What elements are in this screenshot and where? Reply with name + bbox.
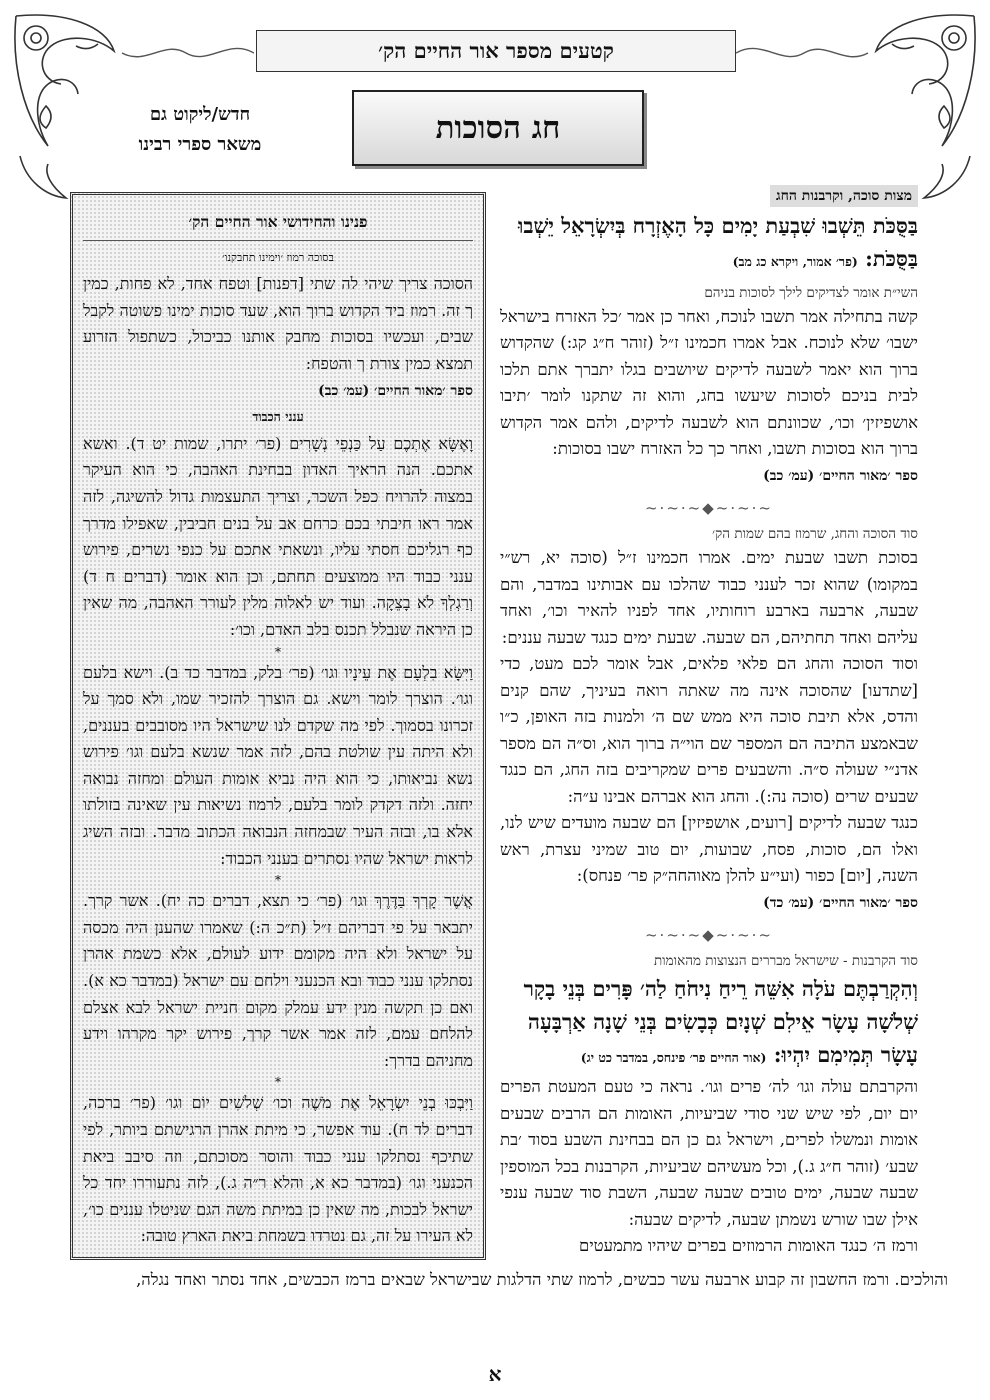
paragraph-4: כנגד שבעה לדיקים [רועים, אושפיזין] הם שבעה מועדים שיש לנו, ואלו הם, סוכות, פסח, שבועות, יום טוב שמיני עצרת, ראש השנה, [יום] כפור (ועי״ע להלן מאוהחה״ק פר׳ פנחס): [500, 813, 918, 885]
verse-1 [500, 209, 918, 278]
section-divider-1: ~·~·~◆~·~·~ [644, 499, 774, 517]
page-title [352, 90, 644, 166]
sidebar-box [70, 192, 486, 1260]
new-note-line2: משאר ספרי רבינו [138, 134, 262, 155]
topic-3: סוד הקרבנות - שישראל מבררים הנצוצות מהאומות [653, 953, 918, 969]
paragraph-1: קשה בתחילה אמר תשבו לנוכח, ואחר כן אמר ׳כל האזרח בישראל ישבו׳ שלא לנוכח. אבל אמרו חכמינו ז״ל (זוהר ח״ג קג:) שהקדוש ברוך הוא יאמר לשבעה לדיקים שיושבים בגלו יתברך אתם תלכו לבית בניכם לסוכות שיעשו בחג, והוא זה שתקנו לומר ׳תיבו אושפיזין׳ וכו׳, שכוונתם הוא לשבעה לדיקים, ולהם אמר הקדוש ברוך הוא בסוכות תשבו, ואחר כך כל האזרח ישבו בסוכות: [500, 306, 918, 458]
new-note-line1: חדש/ליקוט גם [149, 104, 251, 125]
subheading-1: בסוכה רמוז ׳וימינו תחבקנו׳ [222, 250, 334, 264]
header-banner [256, 30, 736, 72]
star-divider-3: * [275, 1075, 281, 1090]
page-title-text: חג הסוכות [435, 110, 561, 146]
topic-1: השי״ת אומר לצדיקים לילך לסוכות בניהם [704, 284, 918, 301]
sidebar-paragraph-4: אֲשֶׁר קָרְךָ בַּדֶּרֶךְ וגו׳ (פר׳ כי תצא, דברים כה יח). אשר קרך. יתבאר על פי דבריהם ז״ל (ת״כ ה:) שאמרו שהענן היה מכסה על ישראל ולא היה מקומם ידוע לעולם, אלא כשמת אהרן נסתלקו ענני כבוד ובא הכנעני וילחם עם ישראל (במדבר כא א). ואם כן תקשה מנין ידע עמלק מקום חניית ישראל לבא אצלם להלחם עמם, לזה אמר אשר קרך, פירוש יקר מקרהו וידע מחניהם בדרך: [83, 891, 473, 1070]
source-2: ספר ׳מאור החיים׳ (עמ׳ כד) [763, 894, 918, 911]
paragraph-3: וסוד הסוכה והחג הם פלאי פלאים, אבל אומר לכם מעט, כדי [שתדעו] שהסוכה אינה מה שאתה רואה בעיניך, שהם קנים והדס, אלא תיבת סוכה היא ממש שם ה׳ ולמנות בזה האופן, כ״ו שבאמצע התיבה הם המספר שם הוי״ה ברוך הוא, וס״ה הם מספר אדנ״י שעולה ס״ה. והשבעים פרים שמקריבים בזה החג, הם כנגד שבעים שרים (סוכה נה:). והחג הוא אברהם אבינו ע״ה: [500, 654, 918, 806]
sidebar-box-title: פנינו והחידושי אור החיים הק׳ [83, 203, 473, 241]
source-1: ספר ׳מאור החיים׳ (עמ׳ כב) [763, 467, 918, 484]
star-divider-2: * [275, 873, 281, 888]
paragraph-6: ורמז ה׳ כנגד האומות הרמוזים בפרים שיהיו מתמעטים [579, 1236, 918, 1255]
bottom-continuation: והולכים. ורמז החשבון זה קבוע ארבעה עשר כבשים, לרמוז שתי הדלגות שבישראל שבאים ברמז הכבשים, אחד נסתר ואחד נגלה, [136, 1270, 948, 1289]
verse-2-ref: (אור החיים פר׳ פינחס, במדבר כט יג) [580, 1050, 767, 1065]
section-label: מצות סוכה, וקרבנות החג [770, 185, 918, 207]
paragraph-2: בסוכת תשבו שבעת ימים. אמרו חכמינו ז״ל (סוכה יא, רש״י במקומו) שהוא זכר לענני כבוד שהלכו עם אבותינו במדבר, והם שבעה, ארבעה בארבע רוחותיו, אחד לפניו להאיר וכו׳, ואחד עליהם ואחד תחתיהם, הם שבעה. שבעת ימים כנגד שבעה עננים: [500, 548, 918, 647]
new-note [78, 100, 322, 160]
header-flourish-right [736, 36, 872, 70]
sidebar-paragraph-5: וַיִּבְכּוּ בְנֵי יִשְׂרָאֵל אֶת מֹשֶׁה וכו׳ שְׁלשִׁים יוֹם וגו׳ (פר׳ ברכה, דברים לד ח). עוד אפשר, כי מיתת אהרן הרגישתם ביותר, לפי שתיכף נסתלקו ענני כבוד והוסר מסוכתם, וזה סיבב ביאת הכנעני וגו׳ (במדבר כא א, והלא ר״ה ג.), לזה נתעוררו יחד כל ישראל לבכות, מה שאין כן במיתת משה הגם שניטלו עננים כו׳, לא העירו על זה, גם נטרדו בשמחת ביאת הארץ טובה: [83, 1093, 473, 1246]
paragraph-5: והקרבתם עולה וגו׳ לה׳ פרים וגו׳. נראה כי טעם המעטת הפרים יום יום, לפי שיש שני סודי שביעיות, האומות הם הרבים שבעים אומות ונמשלו לפרים, וישראל גם כן הם בבחינת השבע בסוד ׳בת שבע׳ (זוהר ח״ג ג.), וכל מעשיהם שביעיות, הקרבנות בכל המוספין שבעה שבעה, ימים טובים שבעה שבעה, השבת סוד שבעה ענפי אילן שבו שורש נשמתן שבעה, לדיקים שבעה: [500, 1077, 918, 1229]
right-column [500, 182, 918, 1260]
header-flourish-left [118, 36, 254, 70]
header-banner-text: קטעים מספר אור החיים הק׳ [378, 38, 614, 63]
corner-ornament-top-right [872, 6, 984, 206]
verse-2-text: וְהִקְרַבְתֶּם עֹלָה אִשֵּׁה רֵיחַ נִיחֹחַ לַה׳ פָּרִים בְּנֵי בָקָר שְׁלֹשָׁה עָשָׂר אֵילִם שְׁנָיִם כְּבָשִׂים בְּנֵי שָׁנָה אַרְבָּעָה עָשָׂר תְּמִימִם יִהְיוּ: [523, 976, 918, 1067]
sidebar-paragraph-1: הסוכה צריך שיהי לה שתי [דפנות] וטפח אחד, לא פחות, כמין ך זה. רמוז ביד הקדוש ברוך הוא, שעד סוכות ימינו פשוטה לקבל שבים, ועכשיו בסוכות מחבק אותנו כביכול, כשתפול הזרוע תמצא כמין צורת ך והטפח: [83, 274, 473, 373]
sidebar-source-1: ספר ׳מאור החיים׳ (עמ׳ כב) [318, 382, 473, 399]
subheading-2: ענני הכבוד [252, 409, 304, 425]
verse-1-ref: (פר׳ אמור, ויקרא כג מב) [732, 253, 858, 269]
sidebar-paragraph-3: וַיִּשָּׂא בִלְעָם אֶת עֵינָיו וגו׳ (פר׳ בלק, במדבר כד ב). וישא בלעם וגו׳. הוצרך לומר וישא. גם הוצרך להזכיר שמו, ולא סמך על זכרונו בסמוך. לפי מה שקדם לנו שישראל היו מסובבים בעננים, ולא היתה עין שולטת בהם, לזה אמר שנשא בלעם וגו׳ פירוש נשא נביאותו, כי הוא היה נביא אומות העולם ומחזה נבואה יחזה. ולזה דקדק לומר בלעם, לרמוז נשיאות עין שאינה בזולתו אלא בו, ובזה העיר שבמחזה הנבואה הכתוב מדבר. ובזה השיג לראות ישראל שהיו נסתרים בענני הכבוד: [83, 662, 473, 868]
section-divider-2: ~·~·~◆~·~·~ [644, 926, 774, 944]
verse-1-text: בַּסֻּכֹּת תֵּשְׁבוּ שִׁבְעַת יָמִים כָּל הָאֶזְרָח בְּיִשְׂרָאֵל יֵשְׁבוּ בַּסֻּכֹּת: [518, 212, 918, 271]
verse-2 [500, 972, 918, 1074]
page-number: א [488, 1362, 502, 1386]
star-divider-1: * [275, 644, 281, 659]
sidebar-paragraph-2: וָאֶשָּׂא אֶתְכֶם עַל כַּנְפֵי נְשָׁרִים (פר׳ יתרו, שמות יט ד). ואשא אתכם. הנה הראיך האדון בבחינת האהבה, כי הוא העיקר במצוה להרויח כפל השכר, וצריך התעצמות גדול להשיגה, לזה אמר ראו חיבתי בכם כרחם אב על בנים חביבין, שאפילו מדרך כף רגליכם חסתי עליו, ונשאתי אתכם על כנפי נשרים, פירוש ענני כבוד היו ממוצעים תחתם, וכן הוא אומר (דברים ח ד) וְרַגְלְךָ לֹא בָצֵקָה. ועוד יש לאלוה מלין לעורר האהבה, מה שאין כן היראה שנבלל תכנס בלב האדם, וכו׳: [83, 433, 473, 639]
topic-2: סוד הסוכה והחג, שרמוז בהם שמות הק׳ [711, 526, 918, 542]
